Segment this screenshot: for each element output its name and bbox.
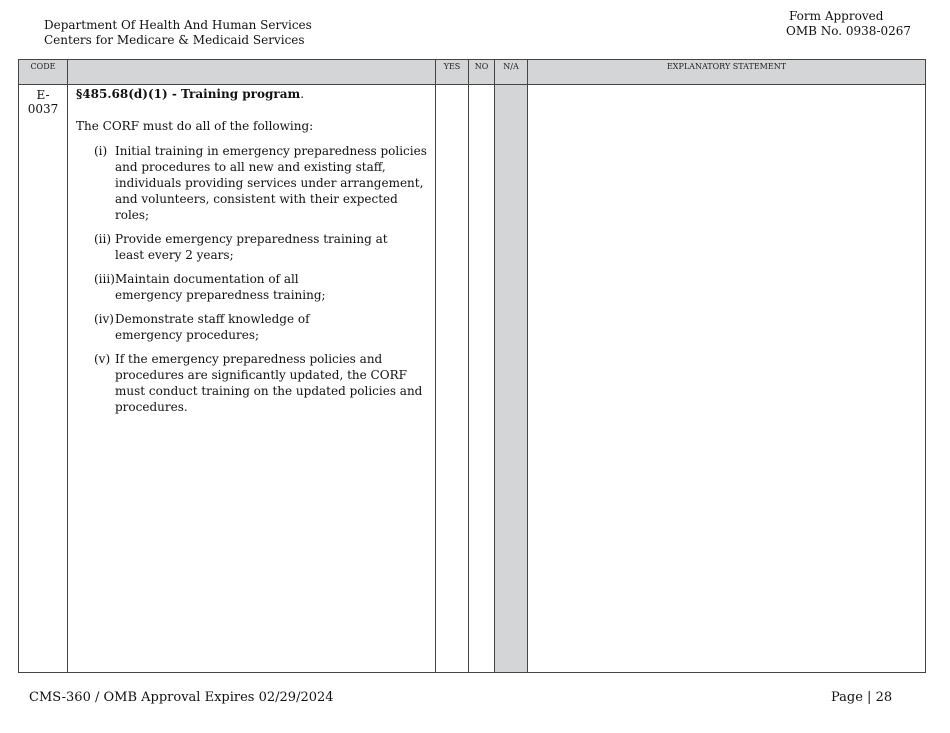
- list-item-text: Initial training in emergency preparedness policies and procedures to all new and existing staff, individuals providing services under arrangement, and volunteers, consistent with their expected roles;: [115, 144, 427, 222]
- explanatory-statement-cell[interactable]: [528, 85, 926, 673]
- code-number: 0037: [27, 102, 59, 116]
- col-explanatory-header: EXPLANATORY STATEMENT: [528, 60, 926, 85]
- omb-number: OMB No. 0938-0267: [786, 24, 912, 38]
- survey-form-table: [18, 59, 926, 673]
- list-item: [94, 231, 429, 263]
- agency-header: [44, 18, 312, 48]
- list-item-number: (ii): [94, 232, 112, 246]
- list-item: [94, 351, 429, 415]
- no-cell[interactable]: [469, 85, 495, 673]
- agency-line-1: Department Of Health And Human Services: [44, 18, 312, 32]
- form-status: Form Approved: [789, 9, 884, 23]
- list-item-number: (v): [94, 352, 111, 366]
- list-item: [94, 143, 429, 223]
- col-requirement-header: [68, 60, 436, 85]
- na-cell[interactable]: [495, 85, 528, 673]
- list-item-number: (iv): [94, 312, 114, 326]
- page-number: Page | 28: [831, 690, 893, 705]
- list-item-text: Provide emergency preparedness training at least every 2 years;: [115, 232, 388, 262]
- list-item-text: Demonstrate staff knowledge of emergency procedures;: [115, 312, 310, 342]
- list-item-number: (i): [94, 144, 108, 158]
- code-cell: [19, 85, 68, 673]
- regulation-title: [76, 86, 429, 102]
- list-item: [94, 271, 429, 303]
- code-prefix: E-: [36, 88, 50, 102]
- requirement-cell: [68, 85, 436, 673]
- yes-cell[interactable]: [436, 85, 469, 673]
- col-na-header: N/A: [495, 60, 528, 85]
- omb-header: [786, 9, 911, 39]
- requirement-intro: The CORF must do all of the following:: [76, 119, 314, 133]
- regulation-reference: §485.68(d)(1) - Training program: [76, 87, 301, 101]
- list-item-text: If the emergency preparedness policies and procedures are significantly updated, the CORF must conduct training on the updated policies and procedures.: [115, 352, 423, 414]
- form-expiry-footer: CMS-360 / OMB Approval Expires 02/29/2024: [29, 690, 334, 705]
- list-item-text: Maintain documentation of all emergency preparedness training;: [115, 272, 326, 302]
- col-code-header: CODE: [19, 60, 68, 85]
- list-item-number: (iii): [94, 272, 115, 286]
- list-item: [94, 311, 429, 343]
- table-header-row: [19, 60, 926, 85]
- table-row: [19, 85, 926, 673]
- agency-line-2: Centers for Medicare & Medicaid Services: [44, 33, 305, 47]
- col-no-header: NO: [469, 60, 495, 85]
- col-yes-header: YES: [436, 60, 469, 85]
- regulation-reference-suffix: .: [300, 87, 305, 101]
